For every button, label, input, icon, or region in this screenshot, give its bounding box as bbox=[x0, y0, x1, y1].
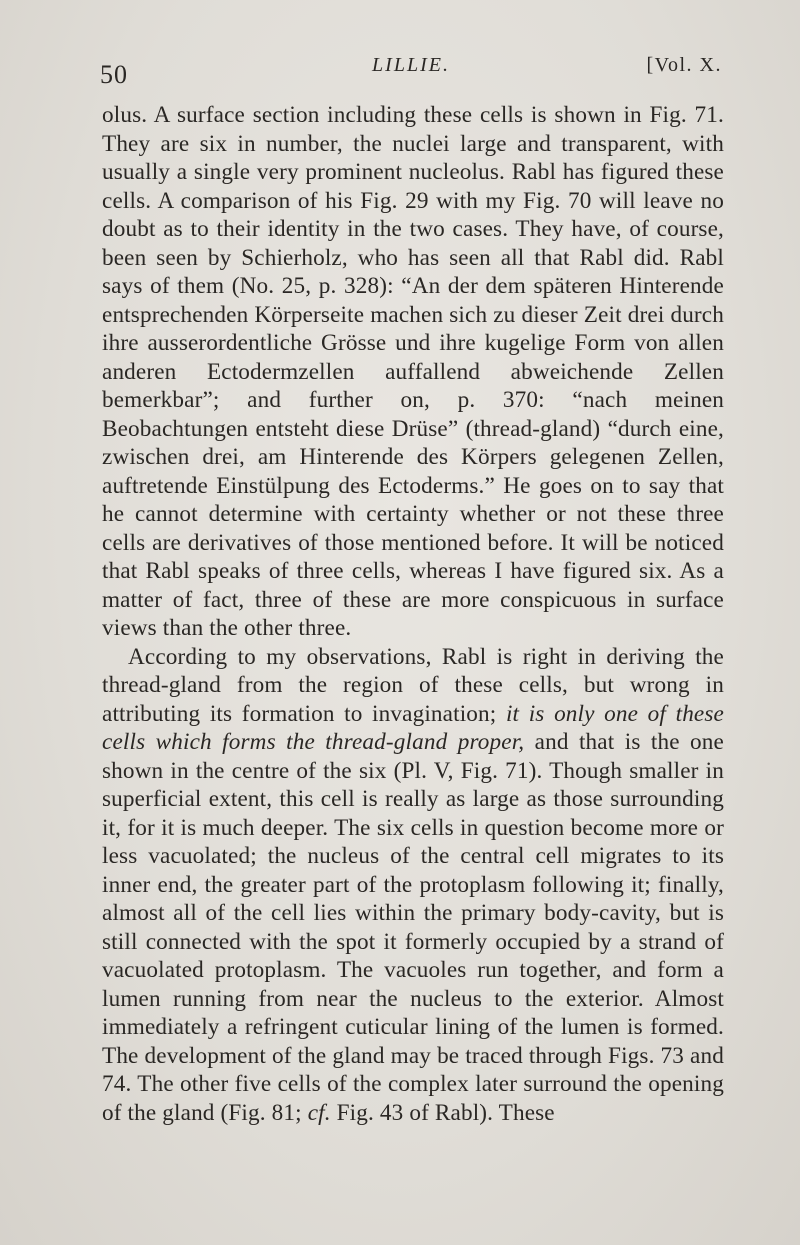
page-header bbox=[100, 52, 722, 89]
paragraph-2-cf: cf. bbox=[307, 1099, 331, 1126]
paragraph-2-emphasis: it is only one of these cells which forms the thread-gland proper, bbox=[102, 700, 724, 755]
paragraph-2 bbox=[102, 643, 724, 1128]
paragraph-1-text: olus. A surface section including these cells is shown in Fig. 71. They are six in number, the nuclei large and transparent, with usually a single very prominent nucleolus. Rabl has figured these cells. A comparison of his Fig. 29 with my Fig. 70 will leave no doubt as to their identity in the two cases. They have, of course, been seen by Schierholz, who has seen all that Rabl did. Rabl says of them (No. 25, p. 328): “An der dem späteren Hinterende entsprechenden Körperseite machen sich zu dieser Zeit drei durch ihre ausserordentliche Grösse und ihre kugelige Form von allen anderen Ectodermzellen auffallend abweichende Zellen bemerkbar”; and further on, p. 370: “nach meinen Beobachtungen entsteht diese Drüse” (thread-gland) “durch eine, zwischen drei, am Hinterende des Körpers gelegenen Zellen, auftretende Einstülpung des Ectoderms.” He goes on to say that he cannot determine with certainty whether or not these three cells are derivatives of those mentioned before. It will be noticed that Rabl speaks of three cells, whereas I have figured six. As a matter of fact, three of these are more conspicuous in surface views than the other three. bbox=[102, 102, 724, 641]
page-number: 50 bbox=[100, 60, 128, 89]
paragraph-1 bbox=[102, 101, 724, 643]
running-title: LILLIE. bbox=[372, 54, 450, 76]
paragraph-2-text-middle: and that is the one shown in the centre of the six (Pl. V, Fig. 71). Though smaller in superficial extent, this cell is really as large as those surrounding it, for it is much deeper. The six cells in question become more or less vacuolated; the nucleus of the central cell migrates to its inner end, the greater part of the protoplasm following it; finally, almost all of the cell lies within the primary body-cavity, but is still connected with the spot it formerly occupied by a strand of vacuolated protoplasm. The vacuoles run together, and form a lumen running from near the nucleus to the exterior. Almost immediately a refringent cuticular lining of the lumen is formed. The development of the gland may be traced through Figs. 73 and 74. The other five cells of the complex later surround the opening of the gland (Fig. 81; bbox=[102, 729, 724, 1126]
paragraph-2-text-start: According to my observations, Rabl is right in deriving the thread-gland from the region of these cells, but wrong in attributing its formation to invagination; bbox=[102, 643, 724, 727]
volume-label: [Vol. X. bbox=[646, 54, 722, 76]
paragraph-2-text-end: Fig. 43 of Rabl). These bbox=[330, 1099, 555, 1126]
body-text bbox=[102, 101, 724, 1127]
